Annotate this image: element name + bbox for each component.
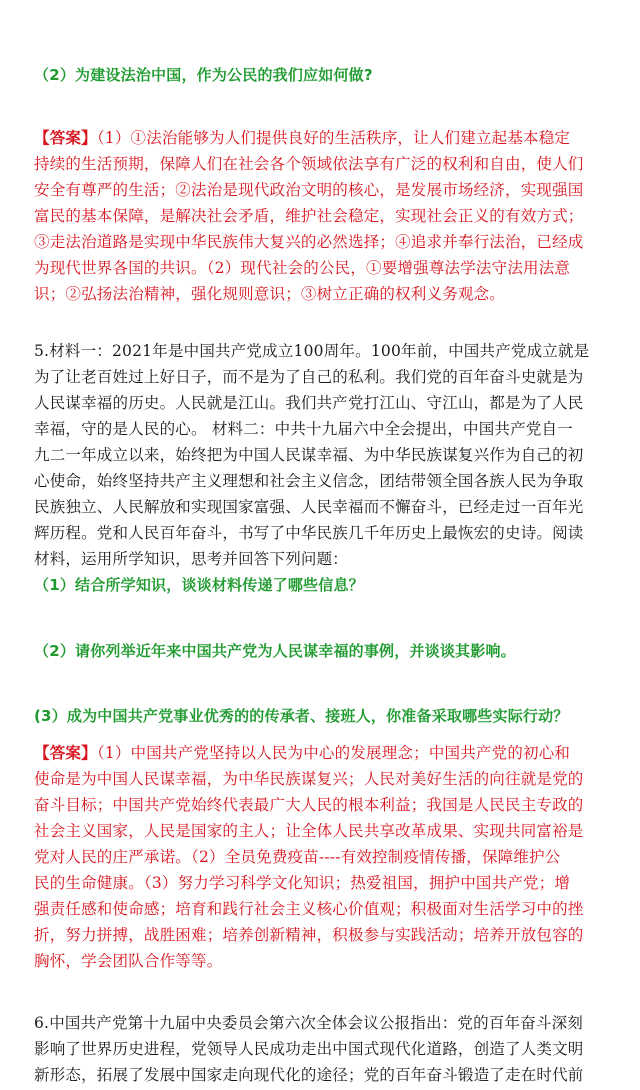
question-5-part-3: (3）成为中国共产党事业优秀的的传承者、接班人，你准备采取哪些实际行动？ [34,707,569,725]
answer-4-line-1 [34,125,614,151]
question-5-line-7: 民族独立、人民解放和实现国家富强、人民幸福而不懈奋斗，已经走过一百年光 [34,498,584,516]
question-5-line-6: 心使命，始终坚持共产主义理想和社会主义信念，团结带领全国各族人民为争取 [34,472,584,490]
answer-4-line-5: ③走法治道路是实现中华民族伟大复兴的必然选择；④追求并奉行法治，已经成 [34,233,584,251]
answer-5-line-1 [34,740,614,766]
question-5-line-8: 辉历程。党和人民百年奋斗，书写了中华民族几千年历史上最恢宏的史诗。阅读 [34,524,584,542]
answer-5-text: （1）中国共产党坚持以人民为中心的发展理念；中国共产党的初心和 [96,744,571,762]
answer-5-line-5: 党对人民的庄严承诺。（2）全员免费疫苗----有效控制疫情传播，保障维护公 [34,848,561,866]
question-5-part-1: （1）结合所学知识，谈谈材料传递了哪些信息？ [34,576,364,594]
answer-4-line-6: 为现代世界各国的共识。（2）现代社会的公民，①要增强尊法学法守法用法意 [34,259,571,277]
answer-5-line-6: 民的生命健康。（3）努力学习科学文化知识；热爱祖国，拥护中国共产党；增 [34,874,571,892]
question-5-line-9: 材料，运用所学知识，思考并回答下列问题： [34,550,349,568]
answer-tag: 【答案】 [34,744,97,762]
answer-5-line-7: 强责任感和使命感；培育和践行社会主义核心价值观；积极面对生活学习中的挫 [34,900,584,918]
answer-5-line-4: 社会主义国家，人民是国家的主人；让全体人民共享改革成果、实现共同富裕是 [34,822,584,840]
answer-tag: 【答案】 [34,129,97,147]
answer-5-line-3: 奋斗目标；中国共产党始终代表最广大人民的根本利益；我国是人民民主专政的 [34,796,584,814]
question-4-part-2: （2）为建设法治中国，作为公民的我们应如何做? [34,66,373,84]
question-5-line-2: 为了让老百姓过上好日子，而不是为了自己的私利。我们党的百年奋斗史就是为 [34,368,584,386]
answer-4-line-2: 持续的生活预期，保障人们在社会各个领域依法享有广泛的权利和自由，使人们 [34,155,584,173]
question-5-line-5: 九二一年成立以来，始终把为中国人民谋幸福、为中华民族谋复兴作为自己的初 [34,446,584,464]
answer-4-line-3: 安全有尊严的生活；②法治是现代政治文明的核心，是发展市场经济，实现强国 [34,181,584,199]
question-6-line-3: 新形态，拓展了发展中国家走向现代化的途径；党的百年奋斗锻造了走在时代前 [34,1066,584,1084]
question-5-line-4: 幸福，守的是人民的心。 材料二：中共十九届六中全会提出，中国共产党自一 [34,420,573,438]
answer-4-line-7: 识；②弘扬法治精神，强化规则意识；③树立正确的权利义务观念。 [34,285,506,303]
question-5-line-3: 人民谋幸福的历史。人民就是江山。我们共产党打江山、守江山，都是为了人民 [34,394,584,412]
answer-5-line-8: 折，努力拼搏，战胜困难；培养创新精神，积极参与实践活动；培养开放包容的 [34,926,584,944]
answer-5-line-2: 使命是为中国人民谋幸福，为中华民族谋复兴；人民对美好生活的向往就是党的 [34,770,584,788]
answer-5-line-9: 胸怀，学会团队合作等等。 [34,952,223,970]
answer-4-line-4: 富民的基本保障，是解决社会矛盾，维护社会稳定，实现社会正义的有效方式； [34,207,584,225]
question-6-line-1: 6.中国共产党第十九届中央委员会第六次全体会议公报指出：党的百年奋斗深刻 [34,1014,583,1032]
question-6-line-2: 影响了世界历史进程，党领导人民成功走出中国式现代化道路，创造了人类文明 [34,1040,584,1058]
question-5-part-2: （2）请你列举近年来中国共产党为人民谋幸福的事例，并谈谈其影响。 [34,642,516,660]
question-5-line-1: 5.材料一：2021年是中国共产党成立100周年。100年前，中国共产党成立就是 [34,342,590,360]
answer-4-text: （1）①法治能够为人们提供良好的生活秩序，让人们建立起基本稳定 [96,129,571,147]
